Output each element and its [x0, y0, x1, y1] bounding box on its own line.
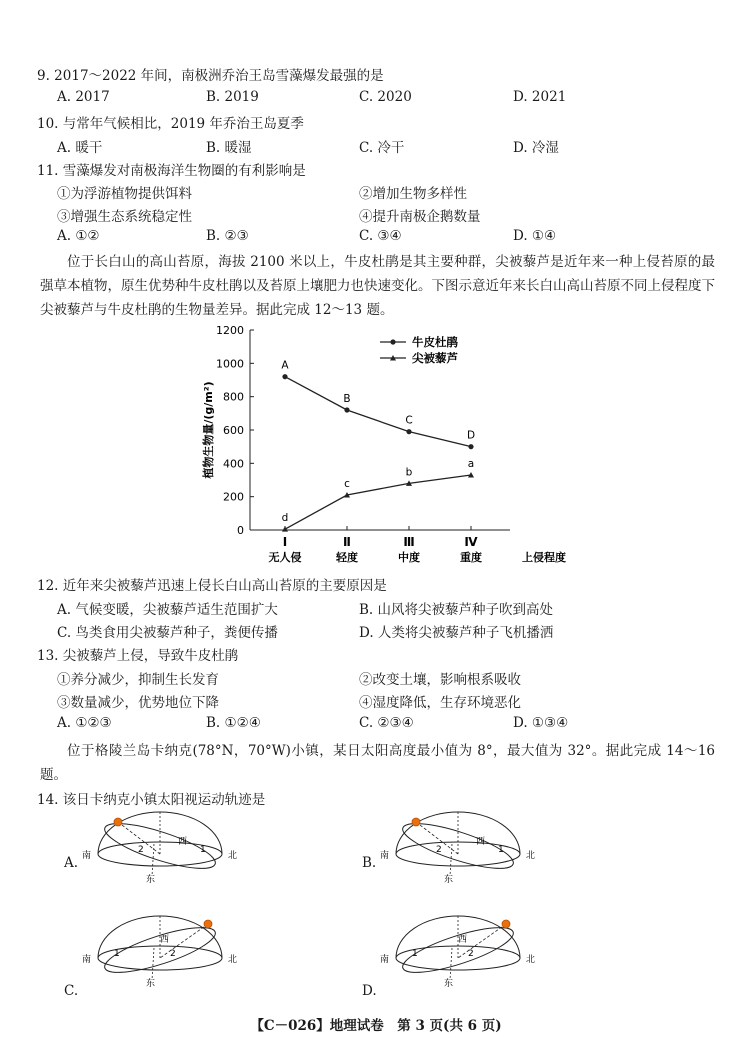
sun-path-diagram-a	[80, 808, 240, 884]
q9-option-c[interactable]: C. 2020	[359, 89, 412, 105]
angle-label-1: 1	[498, 845, 504, 855]
sun-icon	[114, 818, 122, 826]
q11-item-4: ④提升南极企鹅数量	[359, 209, 481, 225]
y-tick-label: 1200	[216, 324, 244, 337]
q9-option-d[interactable]: D. 2021	[513, 89, 567, 105]
q12-option-c[interactable]: C. 鸟类食用尖被藜芦种子，粪便传播	[57, 625, 278, 641]
data-point	[282, 374, 287, 379]
direction-east: 东	[444, 979, 454, 988]
passage-qaanaaq: 位于格陵兰岛卡纳克(78°N，70°W)小镇，某日太阳高度最小值为 8°，最大值为 32°。据此完成 14～16 题。	[40, 743, 715, 783]
q13-item-2: ②改变土壤，影响根系吸收	[359, 672, 521, 688]
q13-stem: 13. 尖被藜芦上侵，导致牛皮杜鹃	[37, 648, 239, 664]
point-label: A	[281, 359, 289, 372]
x-tick-label: Ⅲ	[403, 535, 415, 549]
q10-option-b[interactable]: B. 暖湿	[206, 140, 252, 156]
x-tick-label: Ⅳ	[464, 535, 478, 549]
direction-north: 北	[228, 955, 238, 965]
point-label: D	[466, 429, 476, 442]
point-label: b	[405, 466, 413, 479]
direction-north: 北	[228, 851, 238, 861]
q10-option-c[interactable]: C. 冷干	[359, 140, 405, 156]
q10-option-d[interactable]: D. 冷湿	[513, 140, 559, 156]
q10-stem: 10. 与常年气候相比，2019 年乔治王岛夏季	[37, 116, 304, 132]
y-tick-label: 800	[223, 390, 244, 404]
sun-path-diagram-c	[80, 912, 240, 988]
point-label: a	[467, 458, 475, 470]
q14-option-d[interactable]: D.	[362, 983, 377, 999]
point-label: C	[405, 414, 413, 427]
q14-option-b[interactable]: B.	[362, 855, 377, 871]
angle-label-2: 2	[138, 845, 144, 855]
q9-option-b[interactable]: B. 2019	[206, 89, 259, 105]
legend-marker	[390, 339, 395, 344]
y-axis-title: 植物生物量/(g/m²)	[202, 381, 215, 479]
series-line-0	[285, 377, 471, 447]
q14-option-c[interactable]: C.	[64, 983, 79, 999]
q11-stem: 11. 雪藻爆发对南极海洋生物圈的有利影响是	[37, 163, 306, 179]
x-tick-sublabel: 重度	[460, 551, 482, 564]
direction-south: 南	[82, 955, 92, 965]
direction-east: 东	[146, 979, 156, 988]
angle-label-2: 2	[436, 845, 442, 855]
direction-east: 东	[444, 875, 454, 884]
series-line-1	[285, 475, 471, 529]
angle-label-1: 1	[412, 949, 418, 959]
east-west-line	[450, 948, 452, 980]
q11-item-2: ②增加生物多样性	[359, 186, 467, 202]
y-tick-label: 600	[223, 424, 244, 437]
direction-west: 西	[476, 837, 486, 847]
direction-north: 北	[526, 955, 536, 965]
x-tick-sublabel: 轻度	[336, 551, 358, 564]
direction-north: 北	[526, 851, 536, 861]
q12-stem: 12. 近年来尖被藜芦迅速上侵长白山高山苔原的主要原因是	[37, 578, 387, 594]
q11-item-3: ③增强生态系统稳定性	[57, 209, 192, 225]
q11-option-b[interactable]: B. ②③	[206, 228, 249, 244]
x-tick-sublabel: 无人侵	[268, 551, 302, 564]
sun-icon	[502, 920, 510, 928]
direction-west: 西	[178, 837, 188, 847]
sun-path-diagram-d	[378, 912, 538, 988]
legend-label: 尖被藜芦	[412, 351, 458, 365]
angle-label-2: 2	[170, 949, 176, 959]
direction-west: 西	[160, 935, 170, 945]
page-footer: 【C－026】地理试卷 第 3 页(共 6 页)	[250, 1018, 502, 1034]
biomass-line-chart	[190, 318, 570, 568]
x-tick-sublabel: 中度	[398, 551, 420, 564]
angle-label-1: 1	[200, 845, 206, 855]
q9-option-a[interactable]: A. 2017	[57, 89, 110, 105]
sun-icon	[204, 920, 212, 928]
east-west-line	[152, 948, 154, 980]
q9-stem: 9. 2017～2022 年间，南极洲乔治王岛雪藻爆发最强的是	[37, 68, 384, 84]
x-tick-label: Ⅱ	[343, 535, 351, 549]
legend-label: 牛皮杜鹃	[412, 335, 458, 349]
q13-option-c[interactable]: C. ②③④	[359, 715, 414, 731]
direction-west: 西	[458, 935, 468, 945]
point-label: d	[281, 512, 289, 525]
sun-path-diagram-b	[378, 808, 538, 884]
y-tick-label: 1000	[216, 357, 244, 371]
angle-label-2: 2	[468, 949, 474, 959]
passage-changbai: 位于长白山的高山苔原，海拔 2100 米以上，牛皮杜鹃是其主要种群，尖被藜芦是近年来一种上侵苔原的最强草本植物，原生优势种牛皮杜鹃以及苔原上壤肥力也快速变化。下图示意近年来长白山高山苔原不同上侵程度下尖被藜芦与牛皮杜鹃的生物量差异。据此完成 12～13 题。	[40, 254, 715, 318]
point-label: c	[344, 478, 350, 490]
data-point	[406, 429, 411, 434]
q12-option-a[interactable]: A. 气候变暖，尖被藜芦适生范围扩大	[57, 602, 278, 618]
q13-option-a[interactable]: A. ①②③	[57, 715, 112, 731]
q13-item-4: ④湿度降低，生存环境恶化	[359, 695, 521, 711]
direction-south: 南	[380, 955, 390, 965]
x-tick-label: Ⅰ	[282, 535, 288, 549]
q11-item-1: ①为浮游植物提供饵料	[57, 186, 192, 202]
direction-south: 南	[82, 851, 92, 861]
point-label: B	[343, 393, 351, 405]
q13-option-d[interactable]: D. ①③④	[513, 715, 569, 731]
data-point	[282, 526, 288, 532]
q14-stem: 14. 该日卡纳克小镇太阳视运动轨迹是	[37, 792, 266, 808]
q12-option-d[interactable]: D. 人类将尖被藜芦种子飞机播洒	[359, 625, 554, 641]
q11-option-c[interactable]: C. ③④	[359, 228, 402, 244]
angle-label-1: 1	[114, 949, 120, 959]
y-tick-label: 0	[237, 524, 244, 537]
y-tick-label: 200	[223, 490, 244, 504]
q11-option-d[interactable]: D. ①④	[513, 228, 557, 244]
x-axis-title: 上侵程度	[522, 551, 566, 564]
q13-item-1: ①养分减少，抑制生长发育	[57, 672, 219, 688]
q13-option-b[interactable]: B. ①②④	[206, 715, 261, 731]
sun-icon	[412, 818, 420, 826]
east-west-line	[152, 844, 154, 876]
data-point	[344, 407, 349, 412]
q12-option-b[interactable]: B. 山风将尖被藜芦种子吹到高处	[359, 602, 554, 618]
q11-option-a[interactable]: A. ①②	[57, 228, 100, 244]
y-tick-label: 400	[223, 457, 244, 471]
data-point	[468, 444, 473, 449]
east-west-line	[450, 844, 452, 876]
direction-south: 南	[380, 851, 390, 861]
q10-option-a[interactable]: A. 暖干	[57, 140, 103, 156]
q13-item-3: ③数量减少，优势地位下降	[57, 695, 219, 711]
q14-option-a[interactable]: A.	[64, 855, 79, 871]
direction-east: 东	[146, 875, 156, 884]
